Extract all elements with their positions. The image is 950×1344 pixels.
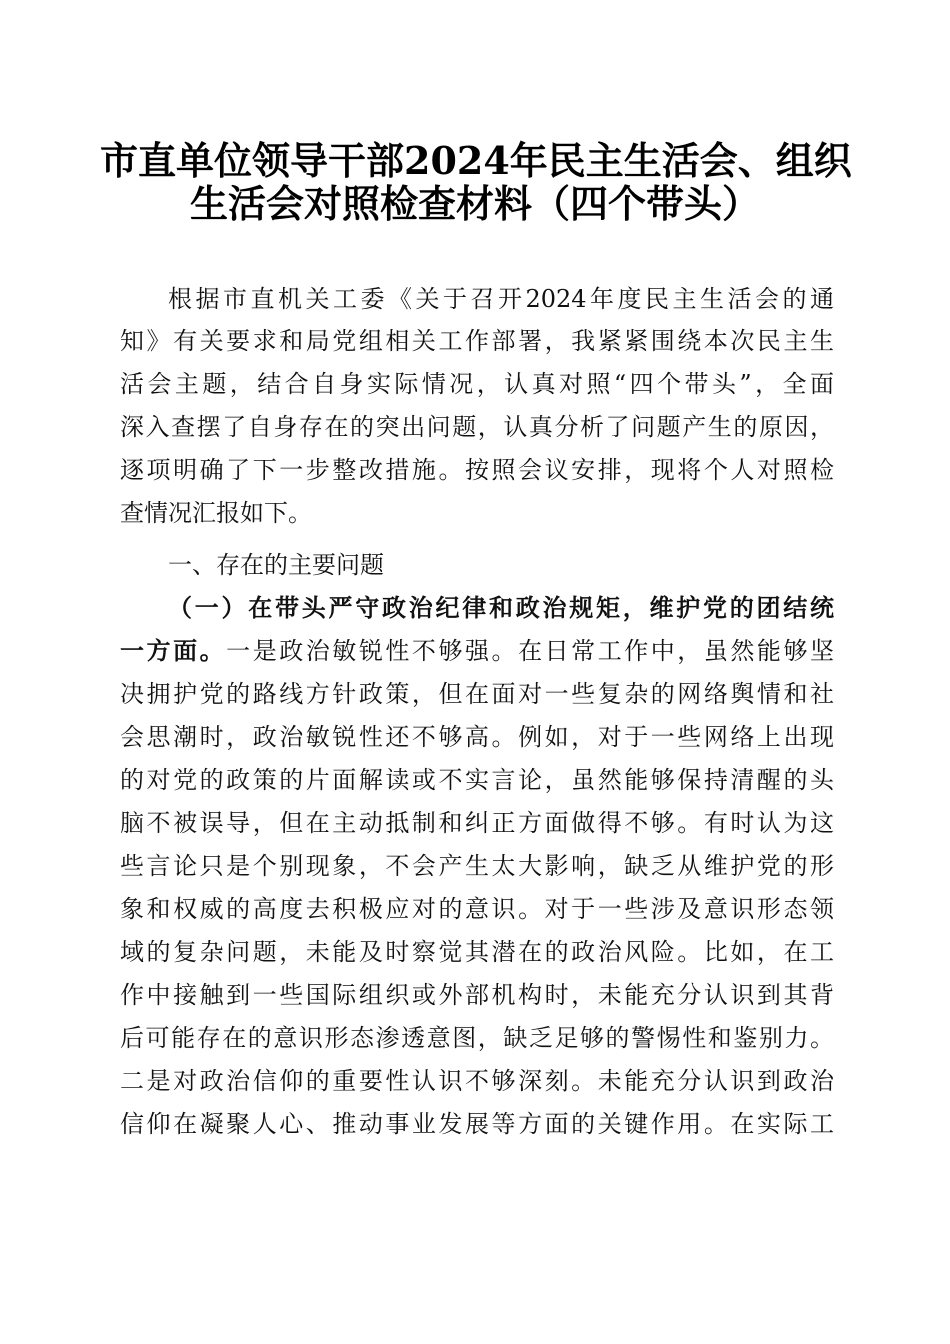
document-title-line-2: 生活会对照检查材料（四个带头） — [189, 181, 760, 226]
intro-line: 逐项明确了下一步整改措施。按照会议安排，现将个人对照检 — [120, 456, 834, 484]
intro-line: 活会主题，结合自身实际情况，认真对照“四个带头”，全面 — [120, 370, 834, 398]
intro-line: 查情况汇报如下。 — [120, 499, 312, 527]
intro-line: 深入查摆了自身存在的突出问题，认真分析了问题产生的原因， — [120, 413, 834, 441]
subsection-first-line — [120, 631, 834, 671]
body-line: 脑不被误导，但在主动抵制和纠正方面做得不够。有时认为这 — [120, 809, 834, 837]
body-line: 二是对政治信仰的重要性认识不够深刻。未能充分认识到政治 — [120, 1067, 834, 1095]
body-line: 象和权威的高度去积极应对的意识。对于一些涉及意识形态领 — [120, 895, 834, 923]
body-line: 作中接触到一些国际组织或外部机构时，未能充分认识到其背 — [120, 981, 834, 1009]
document-title-line-1: 市直单位领导干部2024年民主生活会、组织 — [100, 138, 852, 183]
body-text: 一是政治敏锐性不够强。在日常工作中，虽然能够坚 — [226, 637, 835, 665]
intro-line: 知》有关要求和局党组相关工作部署，我紧紧围绕本次民主生 — [120, 327, 834, 355]
body-line: 的对党的政策的片面解读或不实言论，虽然能够保持清醒的头 — [120, 766, 834, 794]
subsection-heading: （一）在带头严守政治纪律和政治规矩，维护党的团结统 — [168, 594, 834, 622]
body-line: 域的复杂问题，未能及时察觉其潜在的政治风险。比如，在工 — [120, 938, 834, 966]
body-line: 信仰在凝聚人心、推动事业发展等方面的关键作用。在实际工 — [120, 1110, 834, 1138]
body-line: 会思潮时，政治敏锐性还不够高。例如，对于一些网络上出现 — [120, 723, 834, 751]
section-heading: 一、存在的主要问题 — [168, 551, 384, 579]
intro-line: 根据市直机关工委《关于召开2024年度民主生活会的通 — [168, 285, 834, 313]
body-line: 决拥护党的路线方针政策，但在面对一些复杂的网络舆情和社 — [120, 680, 834, 708]
body-line: 后可能存在的意识形态渗透意图，缺乏足够的警惕性和鉴别力。 — [120, 1024, 834, 1052]
subsection-heading-end: 一方面。 — [120, 637, 227, 665]
body-line: 些言论只是个别现象，不会产生太大影响，缺乏从维护党的形 — [120, 852, 834, 880]
